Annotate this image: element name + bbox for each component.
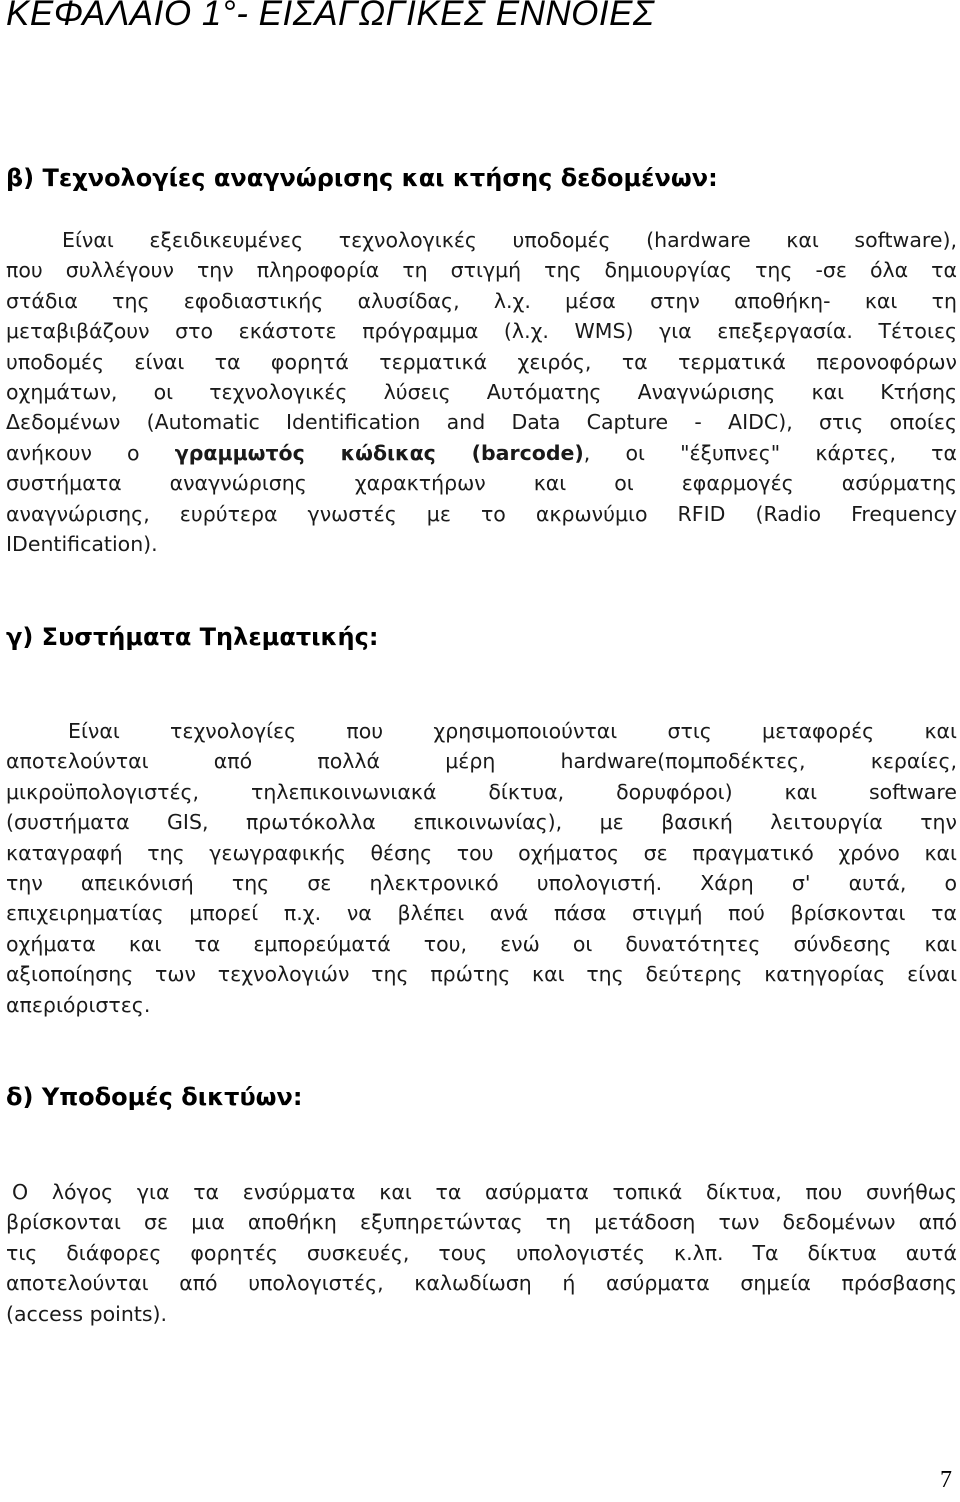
paragraph-line: συστήματα αναγνώρισης χαρακτήρων και οι εφαρμογές ασύρματης [6,471,957,496]
paragraph-line: στάδια της εφοδιαστικής αλυσίδας, λ.χ. μέσα στην αποθήκη- και τη [6,288,957,313]
paragraph-line: μεταβιβάζουν στο εκάστοτε πρόγραμμα (λ.χ. WMS) για επεξεργασία. Τέτοιες [6,319,957,344]
page-number: 7 [940,1467,952,1493]
paragraph-line: Είναι τεχνολογίες που χρησιμοποιούνται στις μεταφορές και [68,719,957,743]
section-b-paragraph [6,225,957,559]
paragraph-line: επιχειρηματίας μπορεί π.χ. να βλέπει ανά πάσα στιγμή πού βρίσκονται τα [6,901,957,926]
paragraph-line: Ο λόγος για τα ενσύρματα και τα ασύρματα τοπικά δίκτυα, που συνήθως [12,1180,957,1204]
chapter-title: ΚΕΦΑΛΑΙΟ 1°- ΕΙΣΑΓΩΓΙΚΕΣ ΕΝΝΟΙΕΣ [6,0,655,33]
paragraph-line: IDentification). [6,531,158,556]
barcode-term: γραμμωτός κώδικας (barcode) [174,440,584,465]
section-d-paragraph [6,1177,957,1329]
paragraph-line: που συλλέγουν την πληροφορία τη στιγμή της δημιουργίας της -σε όλα τα [6,258,957,283]
paragraph-line: μικροϋπολογιστές, τηλεπικοινωνιακά δίκτυα, δορυφόροι) και software [6,779,957,804]
paragraph-line: οχήματα και τα εμπορεύματά του, ενώ οι δυνατότητες σύνδεσης και [6,931,957,956]
section-heading-c: γ) Συστήματα Τηλεματικής: [6,623,379,651]
paragraph-line: Δεδομένων (Automatic Identification and Data Capture - AIDC), στις οποίες [6,410,957,435]
paragraph-line: τις διάφορες φορητές συσκευές, τους υπολογιστές κ.λπ. Τα δίκτυα αυτά [6,1240,957,1265]
line-text: , οι "έξυπνες" κάρτες, τα [583,440,957,465]
paragraph-line: (access points). [6,1301,168,1326]
paragraph-line: την απεικόνισή της σε ηλεκτρονικό υπολογιστή. Χάρη σ' αυτά, ο [6,870,957,895]
paragraph-line: αξιοποίησης των τεχνολογιών της πρώτης και της δεύτερης κατηγορίας είναι [6,962,957,987]
section-heading-d: δ) Υποδομές δικτύων: [6,1083,303,1111]
line-text: ανήκουν ο [6,440,175,465]
paragraph-line: καταγραφή της γεωγραφικής θέσης του οχήματος σε πραγματικό χρόνο και [6,840,957,865]
paragraph-line: (συστήματα GIS, πρωτόκολλα επικοινωνίας), με βασική λειτουργία την [6,810,957,835]
paragraph-line: αποτελούνται από υπολογιστές, καλωδίωση ή ασύρματα σημεία πρόσβασης [6,1271,957,1296]
paragraph-line: βρίσκονται σε μια αποθήκη εξυπηρετώντας τη μετάδοση των δεδομένων από [6,1210,957,1235]
paragraph-line: υποδομές είναι τα φορητά τερματικά χειρός, τα τερματικά περονοφόρων [6,349,957,374]
paragraph-line: αναγνώρισης, ευρύτερα γνωστές με το ακρωνύμιο RFID (Radio Frequency [6,501,957,526]
paragraph-line: Είναι εξειδικευμένες τεχνολογικές υποδομές (hardware και software), [62,228,957,252]
section-c-paragraph [6,716,957,1020]
paragraph-line [6,438,957,468]
paragraph-line: απεριόριστες. [6,992,151,1017]
paragraph-line: οχημάτων, οι τεχνολογικές λύσεις Αυτόματης Αναγνώρισης και Κτήσης [6,379,957,404]
section-heading-b: β) Τεχνολογίες αναγνώρισης και κτήσης δεδομένων: [6,164,718,192]
paragraph-line: αποτελούνται από πολλά μέρη hardware(πομποδέκτες, κεραίες, [6,749,957,774]
